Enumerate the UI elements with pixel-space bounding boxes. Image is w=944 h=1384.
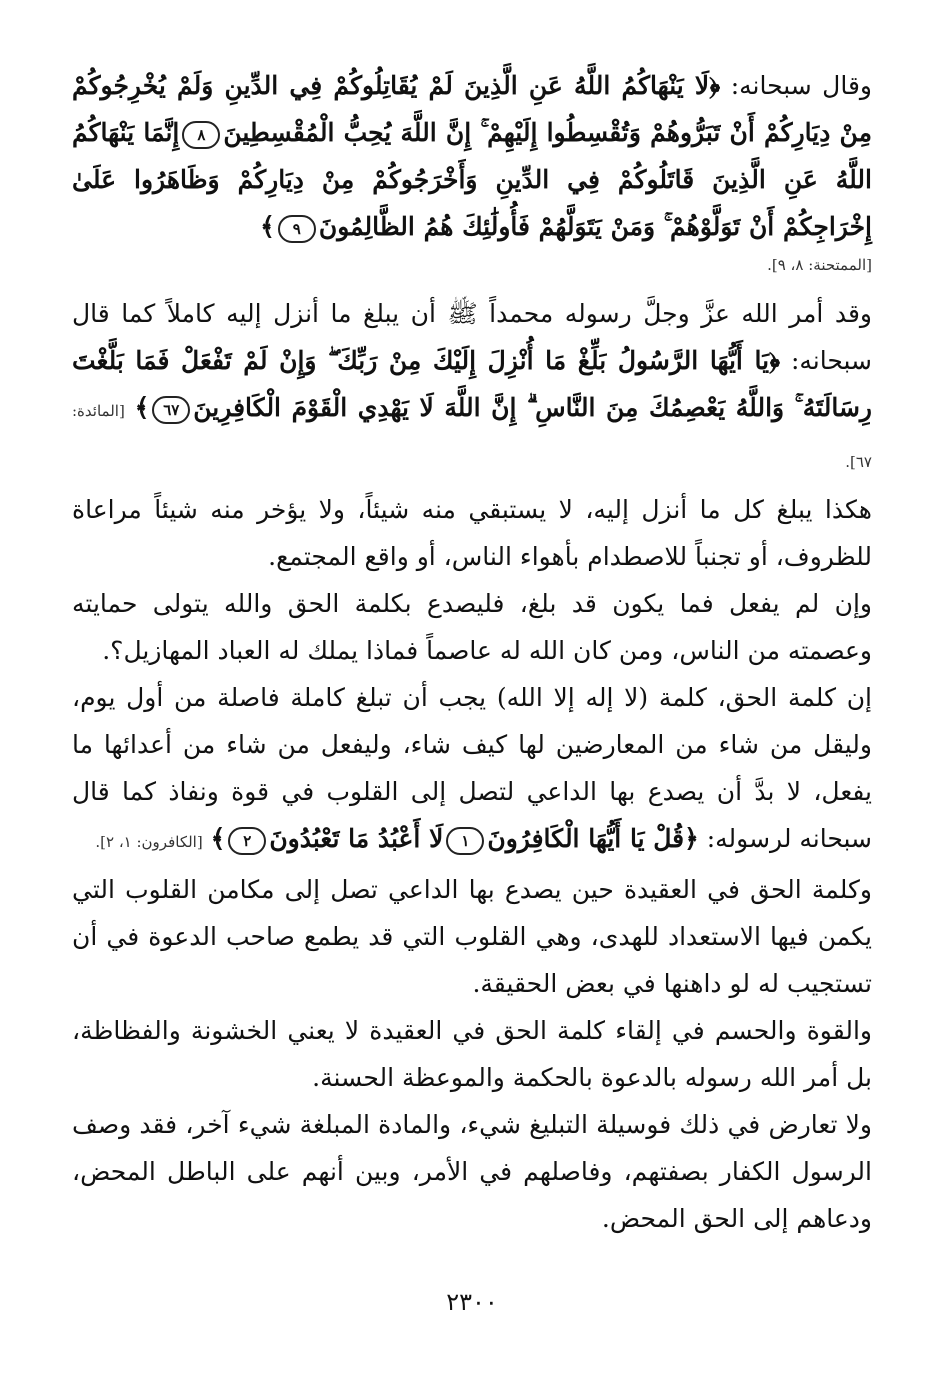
quran-close-bracket: ﴾ [134, 393, 150, 422]
paragraph: وكلمة الحق في العقيدة حين يصدع بها الداعي تصل إلى مكامن القلوب التي يكمن فيها الاستعداد للهدى، وهي القلوب التي قد يطمع صاحب الدعوة في أن تستجيب له لو داهنها في بعض الحقيقة. [72, 875, 872, 998]
paragraph-text: إن كلمة الحق، كلمة (لا إله إلا الله) يجب أن تبلغ كاملة فاصلة من أول يوم، وليقل من شاء من المعارضين لها كيف شاء، وليفعل من شاء من أعدائها ما يفعل، لا بدَّ أن يصدع بها الداعي لتصل إلى القلوب في قوة ونفاذ كما قال سبحانه لرسوله: [72, 683, 872, 853]
quran-verse: لَا أَعْبُدُ مَا تَعْبُدُونَ [269, 824, 444, 853]
paragraph: والقوة والحسم في إلقاء كلمة الحق في العقيدة لا يعني الخشونة والفظاظة، بل أمر الله رسوله بالدعوة بالحكمة والموعظة الحسنة. [72, 1016, 872, 1092]
quran-verse: ﴿قُلْ يَا أَيُّهَا الْكَافِرُونَ [487, 824, 699, 853]
verse-reference: [الكافرون: ١، ٢]. [95, 833, 203, 851]
page-number: ٢٣٠٠ [446, 1288, 498, 1316]
ayah-number-marker: ١ [446, 827, 484, 855]
ayah-number-marker: ٨ [182, 121, 220, 149]
paragraph-lead: وقال سبحانه: [720, 71, 872, 100]
verse-reference: [المائدة: ٦٧]. [72, 402, 872, 471]
page-body [72, 62, 872, 1242]
paragraph: ولا تعارض في ذلك فوسيلة التبليغ شيء، والمادة المبلغة شيء آخر، فقد وصف الرسول الكفار بصفتهم، وفاصلهم في الأمر، وبين أنهم على الباطل المحض، ودعاهم إلى الحق المحض. [72, 1110, 872, 1233]
quran-verse: ﴿لَا يَنْهَاكُمُ اللَّهُ عَنِ الَّذِينَ لَمْ يُقَاتِلُوكُمْ فِي الدِّينِ وَلَمْ يُخْرِجُوكُمْ مِنْ دِيَارِكُمْ أَنْ تَبَرُّوهُمْ وَتُقْسِطُوا إِلَيْهِمْ ۚ إِنَّ اللَّهَ يُحِبُّ الْمُقْسِطِينَ [72, 71, 872, 147]
quran-close-bracket: ﴾ [210, 824, 226, 853]
quran-verse: إِنَّمَا يَنْهَاكُمُ اللَّهُ عَنِ الَّذِينَ قَاتَلُوكُمْ فِي الدِّينِ وَأَخْرَجُوكُمْ مِنْ دِيَارِكُمْ وَظَاهَرُوا عَلَىٰ إِخْرَاجِكُمْ أَنْ تَوَلَّوْهُمْ ۚ وَمَنْ يَتَوَلَّهُمْ فَأُولَٰئِكَ هُمُ الظَّالِمُونَ [72, 118, 872, 241]
paragraph-text: وقد أمر الله عزَّ وجلَّ رسوله محمداً ﷺ أن يبلغ ما أنزل إليه كاملاً كما قال سبحانه: [72, 299, 872, 375]
paragraph-quote-kafirun [72, 674, 872, 866]
quran-verse: ﴿يَا أَيُّهَا الرَّسُولُ بَلِّغْ مَا أُنْزِلَ إِلَيْكَ مِنْ رَبِّكَ ۖ وَإِنْ لَمْ تَفْعَلْ فَمَا بَلَّغْتَ رِسَالَتَهُ ۚ وَاللَّهُ يَعْصِمُكَ مِنَ النَّاسِ ۗ إِنَّ اللَّهَ لَا يَهْدِي الْقَوْمَ الْكَافِرِينَ [72, 346, 872, 422]
paragraph-quote-mumtahana [72, 62, 872, 250]
paragraph-quote-maida [72, 290, 872, 486]
quran-close-bracket: ﴾ [260, 212, 275, 241]
verse-reference: [الممتحنة: ٨، ٩]. [767, 256, 872, 274]
paragraph: هكذا يبلغ كل ما أنزل إليه، لا يستبقي منه شيئاً، ولا يؤخر منه شيئاً مراعاة للظروف، أو تجنباً للاصطدام بأهواء الناس، أو واقع المجتمع. [72, 495, 872, 571]
ayah-number-marker: ٢ [228, 827, 266, 855]
paragraph: وإن لم يفعل فما يكون قد بلغ، فليصدع بكلمة الحق والله يتولى حمايته وعصمته من الناس، ومن كان الله له عاصماً فماذا يملك له العباد المهازيل؟. [72, 589, 872, 665]
ayah-number-marker: ٩ [278, 215, 316, 243]
ayah-number-marker: ٦٧ [152, 396, 190, 424]
